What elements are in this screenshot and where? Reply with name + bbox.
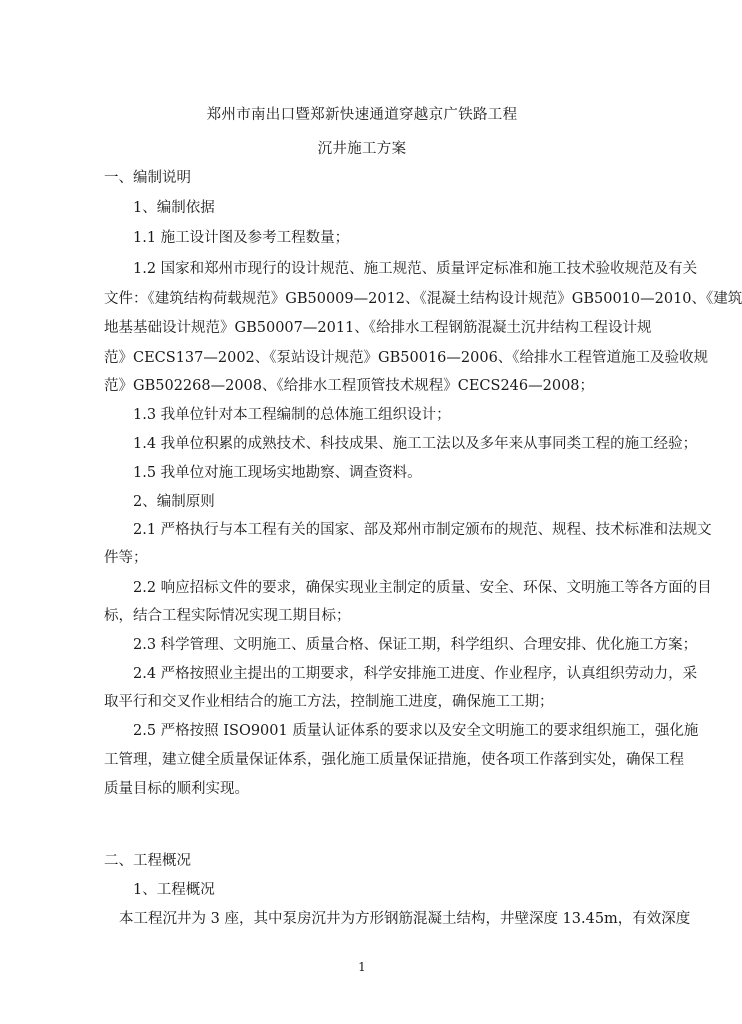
page-number: 1 xyxy=(358,960,366,974)
paragraph-line: 2.4 严格按照业主提出的工期要求，科学安排施工进度、作业程序，认真组织劳动力，采 xyxy=(133,666,698,682)
subsection-heading: 1、工程概况 xyxy=(133,882,215,898)
paragraph-line: 2.1 严格执行与本工程有关的国家、部及郑州市制定颁布的规范、规程、技术标准和法规文 xyxy=(133,522,712,538)
subsection-heading: 1、编制依据 xyxy=(133,200,215,216)
paragraph-line: 工管理，建立健全质量保证体系，强化施工质量保证措施，使各项工作落到实处，确保工程 xyxy=(104,752,684,768)
paragraph-line: 取平行和交叉作业相结合的施工方法，控制施工进度，确保施工工期； xyxy=(104,694,554,710)
paragraph-line: 标，结合工程实际情况实现工期目标； xyxy=(104,608,351,624)
paragraph-line: 文件：《建筑结构荷载规范》GB50009—2012、《混凝土结构设计规范》GB50010—2010、《建筑 xyxy=(104,291,742,307)
document-subtitle: 沉井施工方案 xyxy=(317,141,407,157)
paragraph-line: 2.3 科学管理、文明施工、质量合格、保证工期，科学组织、合理安排、优化施工方案； xyxy=(133,637,698,653)
paragraph-line: 1.4 我单位积累的成熟技术、科技成果、施工工法以及多年来从事同类工程的施工经验； xyxy=(133,436,698,452)
document-title: 郑州市南出口暨郑新快速通道穿越京广铁路工程 xyxy=(206,107,518,123)
paragraph-line: 1.2 国家和郑州市现行的设计规范、施工规范、质量评定标准和施工技术验收规范及有关 xyxy=(133,261,698,277)
paragraph-line: 2.5 严格按照 ISO9001 质量认证体系的要求以及安全文明施工的要求组织施工，强化施 xyxy=(133,723,699,739)
paragraph-line: 本工程沉井为 3 座，其中泵房沉井为方形钢筋混凝土结构，井壁深度 13.45m，有效深度 xyxy=(119,911,691,927)
paragraph-line: 范》CECS137—2002、《泵站设计规范》GB50016—2006、《给排水工程管道施工及验收规 xyxy=(104,350,709,366)
paragraph-line: 件等； xyxy=(104,550,148,566)
paragraph-line: 范》GB502268—2008、《给排水工程顶管技术规程》CECS246—2008； xyxy=(104,378,595,394)
section-heading: 二、工程概况 xyxy=(104,853,191,869)
paragraph-line: 1.1 施工设计图及参考工程数量； xyxy=(133,230,350,246)
paragraph-line: 2.2 响应招标文件的要求，确保实现业主制定的质量、安全、环保、文明施工等各方面的目 xyxy=(133,580,712,596)
subsection-heading: 2、编制原则 xyxy=(133,494,215,510)
paragraph-line: 质量目标的顺利实现。 xyxy=(104,781,249,797)
paragraph-line: 1.3 我单位针对本工程编制的总体施工组织设计； xyxy=(133,407,451,423)
paragraph-line: 1.5 我单位对施工现场实地勘察、调查资料。 xyxy=(133,465,422,481)
paragraph-line: 地基基础设计规范》GB50007—2011、《给排水工程钢筋混凝土沉井结构工程设计规 xyxy=(104,320,652,336)
section-heading: 一、编制说明 xyxy=(104,170,191,186)
